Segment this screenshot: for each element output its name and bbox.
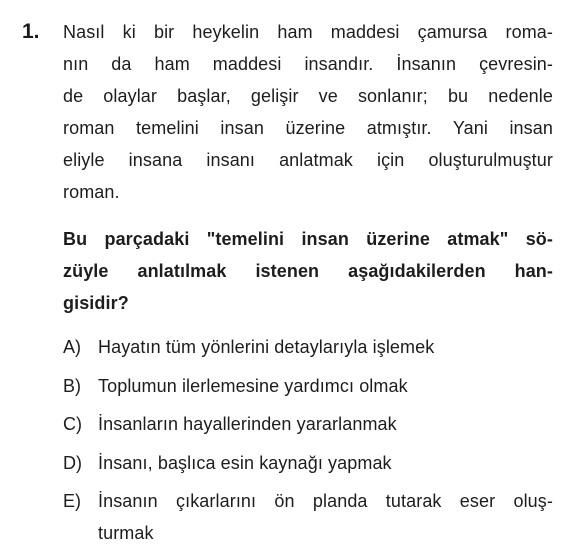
option-text bbox=[98, 447, 553, 479]
option-letter: E) bbox=[63, 491, 81, 511]
option-b[interactable] bbox=[63, 370, 553, 409]
prompt-line: züyle anlatılmak istenen aşağıdakilerden han- bbox=[63, 261, 553, 281]
option-letter: D) bbox=[63, 452, 82, 473]
question-prompt bbox=[63, 223, 553, 319]
stem-line: eliyle insana insanı anlatmak için oluşturulmuştur bbox=[63, 150, 553, 170]
stem-line: roman. bbox=[63, 182, 120, 202]
question-stem bbox=[63, 16, 553, 208]
option-a[interactable] bbox=[63, 331, 553, 370]
stem-line: nın da ham maddesi insandır. İnsanın çevresin- bbox=[63, 54, 553, 74]
option-line: İnsanı, başlıca esin kaynağı yapmak bbox=[98, 452, 392, 473]
option-line: turmak bbox=[98, 523, 154, 543]
option-letter: B) bbox=[63, 375, 81, 396]
option-letter: A) bbox=[63, 337, 81, 357]
prompt-line: gisidir? bbox=[63, 293, 129, 313]
option-text bbox=[98, 408, 553, 440]
option-c[interactable] bbox=[63, 408, 553, 447]
stem-line: Nasıl ki bir heykelin ham maddesi çamursa roma- bbox=[63, 22, 553, 42]
option-line: İnsanların hayallerinden yararlanmak bbox=[98, 414, 397, 434]
option-text bbox=[98, 370, 553, 402]
option-line: Hayatın tüm yönlerini detaylarıyla işlemek bbox=[98, 337, 435, 357]
prompt-line: Bu parçadaki "temelini insan üzerine atmak" sö- bbox=[63, 229, 553, 249]
option-line: Toplumun ilerlemesine yardımcı olmak bbox=[98, 375, 408, 396]
option-text bbox=[98, 331, 553, 363]
option-d[interactable] bbox=[63, 447, 553, 486]
option-line: İnsanın çıkarlarını ön planda tutarak eser oluş- bbox=[98, 491, 553, 511]
stem-line: de olaylar başlar, gelişir ve sonlanır; bu nedenle bbox=[63, 86, 553, 106]
question-number: 1. bbox=[22, 20, 40, 43]
answer-options bbox=[63, 331, 553, 555]
stem-line: roman temelini insan üzerine atmıştır. Yani insan bbox=[63, 118, 553, 138]
option-text bbox=[98, 485, 553, 549]
option-letter: C) bbox=[63, 414, 82, 434]
option-e[interactable] bbox=[63, 485, 553, 555]
